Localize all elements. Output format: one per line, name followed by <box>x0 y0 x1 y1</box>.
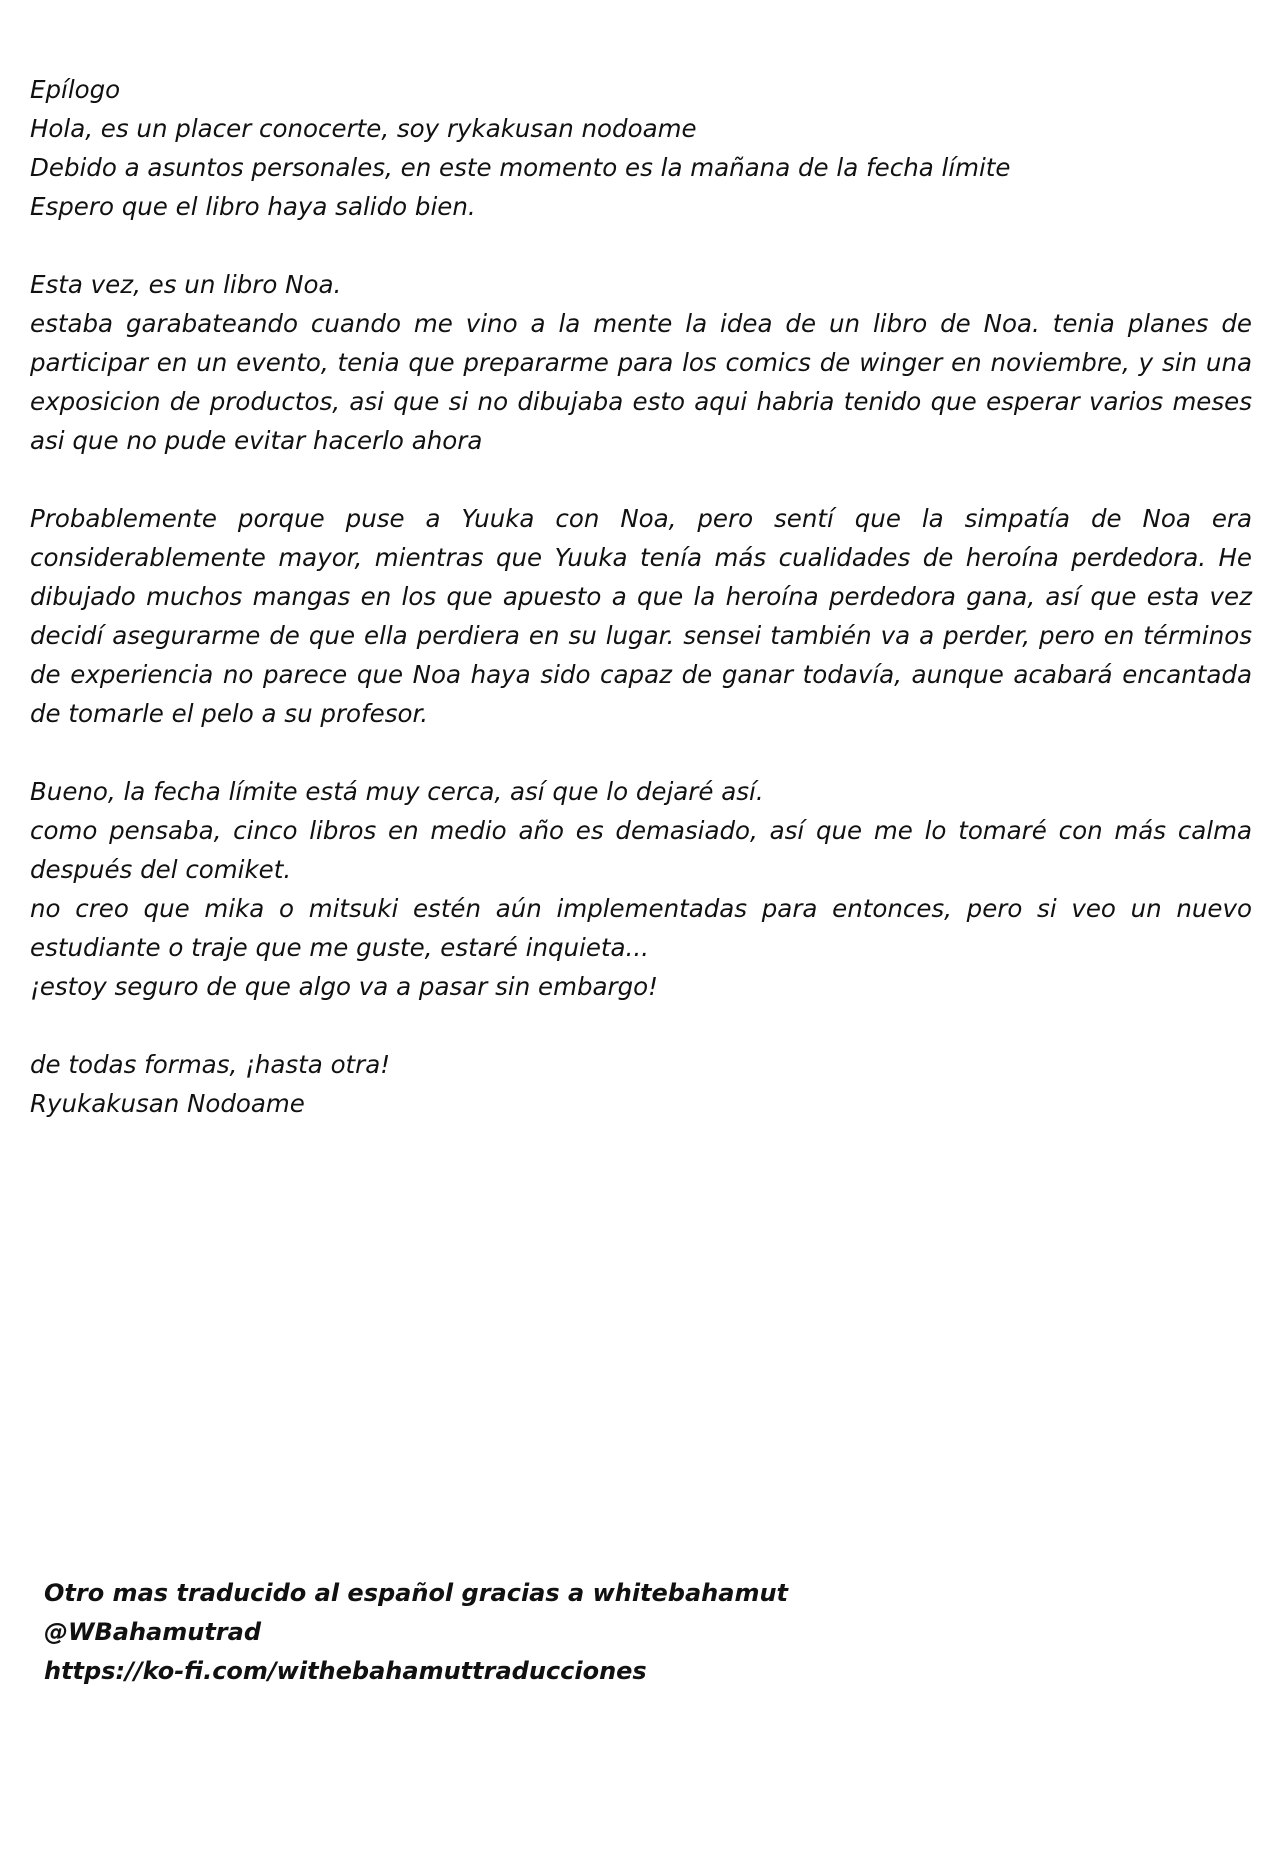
translation-credits <box>44 1574 788 1691</box>
section4-first-line: Bueno, la fecha límite está muy cerca, así que lo dejaré así. <box>30 777 764 806</box>
intro-line: Espero que el libro haya salido bien. <box>30 192 476 221</box>
paragraph-gap <box>30 733 1252 772</box>
epilogue-text <box>30 70 1252 1123</box>
paragraph-gap <box>30 1006 1252 1045</box>
paragraph-gap <box>30 460 1252 499</box>
section4-paragraph-a: como pensaba, cinco libros en medio año es demasiado, así que me lo tomaré con más calma después del comiket. <box>30 816 1252 884</box>
closing-line: de todas formas, ¡hasta otra! <box>30 1050 391 1079</box>
epilogue-title: Epílogo <box>30 75 121 104</box>
section2-first-line: Esta vez, es un libro Noa. <box>30 270 342 299</box>
credits-handle: @WBahamutrad <box>44 1618 262 1646</box>
credits-line: Otro mas traducido al español gracias a whitebahamut <box>44 1579 789 1607</box>
section2-paragraph: estaba garabateando cuando me vino a la mente la idea de un libro de Noa. tenia planes de participar en un evento, tenia que prepararme para los comics de winger en noviembre, y sin una exposicion de productos, asi que si no dibujaba esto aqui habria tenido que esperar varios meses asi que no pude evitar hacerlo ahora <box>30 309 1252 455</box>
section4-paragraph-b: no creo que mika o mitsuki estén aún implementadas para entonces, pero si veo un nuevo estudiante o traje que me guste, estaré inquieta... <box>30 894 1252 962</box>
section4-last-line: ¡estoy seguro de que algo va a pasar sin embargo! <box>30 972 658 1001</box>
signature: Ryukakusan Nodoame <box>30 1089 305 1118</box>
paragraph-gap <box>30 226 1252 265</box>
intro-line: Hola, es un placer conocerte, soy rykakusan nodoame <box>30 114 697 143</box>
intro-line: Debido a asuntos personales, en este momento es la mañana de la fecha límite <box>30 153 1011 182</box>
credits-url: https://ko-fi.com/withebahamuttraducciones <box>44 1657 647 1685</box>
section3-paragraph: Probablemente porque puse a Yuuka con Noa, pero sentí que la simpatía de Noa era considerablemente mayor, mientras que Yuuka tenía más cualidades de heroína perdedora. He dibujado muchos mangas en los que apuesto a que la heroína perdedora gana, así que esta vez decidí asegurarme de que ella perdiera en su lugar. sensei también va a perder, pero en términos de experiencia no parece que Noa haya sido capaz de ganar todavía, aunque acabará encantada de tomarle el pelo a su profesor. <box>30 504 1252 728</box>
